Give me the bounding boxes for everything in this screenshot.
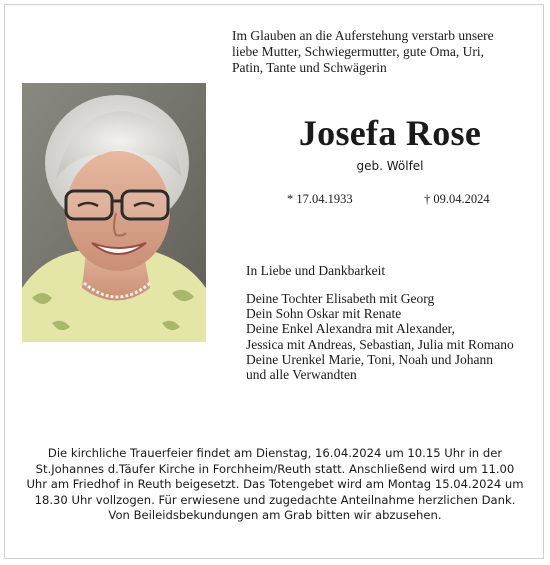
intro-line: liebe Mutter, Schwiegermutter, gute Oma, Uri, <box>232 44 484 59</box>
mourner-line: Jessica mit Andreas, Sebastian, Julia mit Romano <box>246 336 514 352</box>
death-date: † 09.04.2024 <box>424 192 490 206</box>
portrait-photo <box>22 83 206 342</box>
notice-line: St.Johannes d.Täufer Kirche in Forchheim/Reuth statt. Anschließend wird um 11.00 <box>35 461 515 476</box>
mourner-line: Deine Tochter Elisabeth mit Georg <box>246 291 435 306</box>
intro-text <box>232 28 532 76</box>
notice-line: Die kirchliche Trauerfeier findet am Dienstag, 16.04.2024 um 10.15 Uhr in der <box>47 446 503 460</box>
intro-line: Im Glauben an die Auferstehung verstarb unsere <box>232 28 494 43</box>
mourner-line: Dein Sohn Oskar mit Renate <box>246 306 402 322</box>
mourners-list <box>246 291 546 382</box>
dedication-line: In Liebe und Dankbarkeit <box>246 263 386 278</box>
deceased-name: Josefa Rose <box>298 113 482 153</box>
maiden-name: geb. Wölfel <box>356 159 424 173</box>
mourner-line: und alle Verwandten <box>246 367 357 383</box>
intro-line: Patin, Tante und Schwägerin <box>232 60 387 75</box>
mourner-line: Deine Enkel Alexandra mit Alexander, <box>246 321 456 337</box>
portrait-illustration <box>22 83 206 342</box>
notice-line: Von Beileidsbekundungen am Grab bitten wir abzusehen. <box>108 508 442 522</box>
birth-date: * 17.04.1933 <box>287 192 353 206</box>
notice-line: Uhr am Friedhof in Reuth beigesetzt. Das Totengebet wird am Montag 15.04.2024 um <box>26 477 524 491</box>
mourner-line: Deine Urenkel Marie, Toni, Noah und Johann <box>246 351 493 367</box>
notice-line: 18.30 Uhr vollzogen. Für erwiesene und zugedachte Anteilnahme herzlichen Dank. <box>34 492 516 507</box>
funeral-notice <box>20 446 530 524</box>
